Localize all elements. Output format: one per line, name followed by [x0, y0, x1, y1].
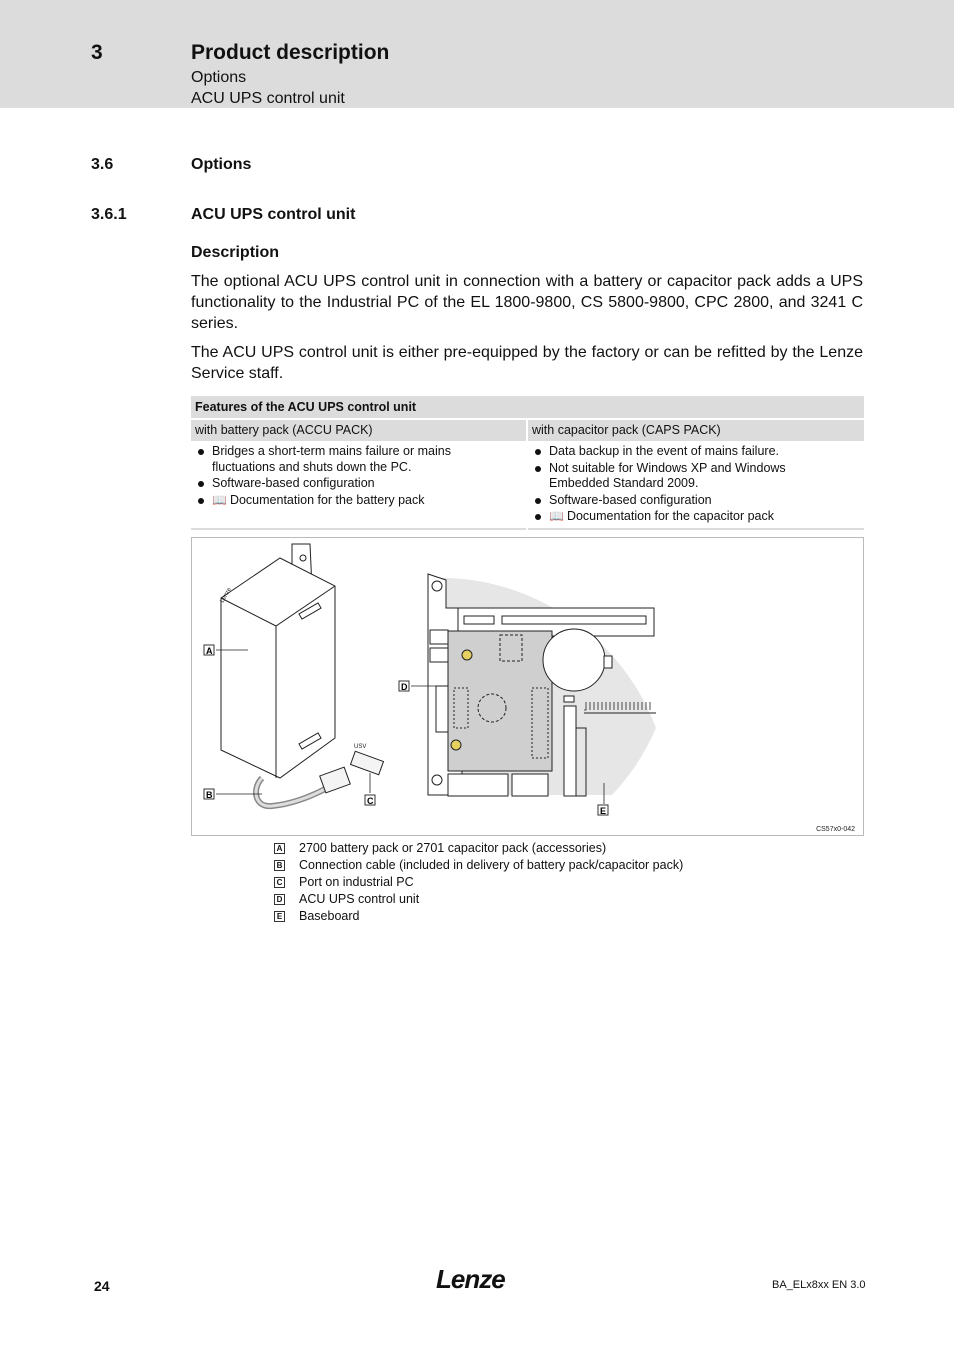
legend-item-e: E Baseboard — [274, 909, 285, 923]
battery-feature-list — [195, 444, 460, 508]
battery-pack-drawing — [221, 544, 383, 806]
list-item: Data backup in the event of mains failure. — [532, 444, 802, 460]
column-header-capacitor: with capacitor pack (CAPS PACK) — [528, 420, 864, 441]
legend-item-d: D ACU UPS control unit — [274, 892, 285, 906]
header-subtitle-1: Options — [191, 69, 247, 86]
features-table-title: Features of the ACU UPS control unit — [191, 396, 864, 418]
features-table — [191, 396, 864, 530]
header-subtitle-2: ACU UPS control unit — [191, 90, 345, 107]
description-paragraph-2: The ACU UPS control unit is either pre-equipped by the factory or can be refitted by the Lenze Service staff. — [191, 344, 863, 382]
section-number-3-6: 3.6 — [91, 156, 114, 173]
capacitor-feature-list — [532, 444, 802, 525]
technical-drawing — [192, 538, 863, 835]
book-icon: 📖 — [212, 492, 227, 507]
chapter-number: 3 — [91, 41, 103, 64]
list-item: Software-based configuration — [195, 476, 460, 492]
document-id: BA_ELx8xx EN 3.0 — [772, 1279, 866, 1291]
legend-item-a: A 2700 battery pack or 2701 capacitor pack (accessories) — [274, 841, 285, 855]
chapter-title: Product description — [191, 41, 390, 64]
header-band — [0, 0, 954, 108]
section-number-3-6-1: 3.6.1 — [91, 206, 127, 223]
callout-c: C — [367, 796, 374, 806]
callout-d: D — [401, 682, 408, 692]
pack-logo-text: Lenze — [219, 586, 233, 604]
callout-e: E — [600, 806, 607, 816]
list-item: Not suitable for Windows XP and Windows Embedded Standard 2009. — [532, 461, 802, 492]
list-item: Software-based configuration — [532, 493, 802, 509]
battery-features-cell — [191, 441, 526, 529]
capacitor-features-cell — [528, 441, 864, 529]
usv-label: USV — [354, 744, 367, 750]
legend-item-c: C Port on industrial PC — [274, 875, 285, 889]
column-header-battery: with battery pack (ACCU PACK) — [191, 420, 526, 441]
section-title-acu-ups: ACU UPS control unit — [191, 206, 356, 223]
callout-a: A — [206, 646, 213, 656]
description-paragraph-1: The optional ACU UPS control unit in connection with a battery or capacitor pack adds a UPS functionality to the Industrial PC of the EL 1800-9800, CS 5800-9800, CPC 2800, and 3241 C series. — [191, 273, 863, 332]
callout-b: B — [206, 790, 213, 800]
legend-item-b: B Connection cable (included in delivery of battery pack/capacitor pack) — [274, 858, 285, 872]
list-item: Bridges a short-term mains failure or mains fluctuations and shuts down the PC. — [195, 444, 460, 475]
figure-id: CS57x0-042 — [816, 826, 855, 833]
list-item: 📖 Documentation for the battery pack — [195, 493, 460, 509]
book-icon: 📖 — [549, 509, 564, 523]
description-heading: Description — [191, 244, 280, 261]
section-title-options: Options — [191, 156, 252, 173]
page-number: 24 — [94, 1278, 110, 1294]
lenze-logo: Lenze — [436, 1264, 505, 1294]
figure-frame — [191, 537, 864, 836]
list-item: 📖 Documentation for the capacitor pack — [532, 509, 802, 525]
